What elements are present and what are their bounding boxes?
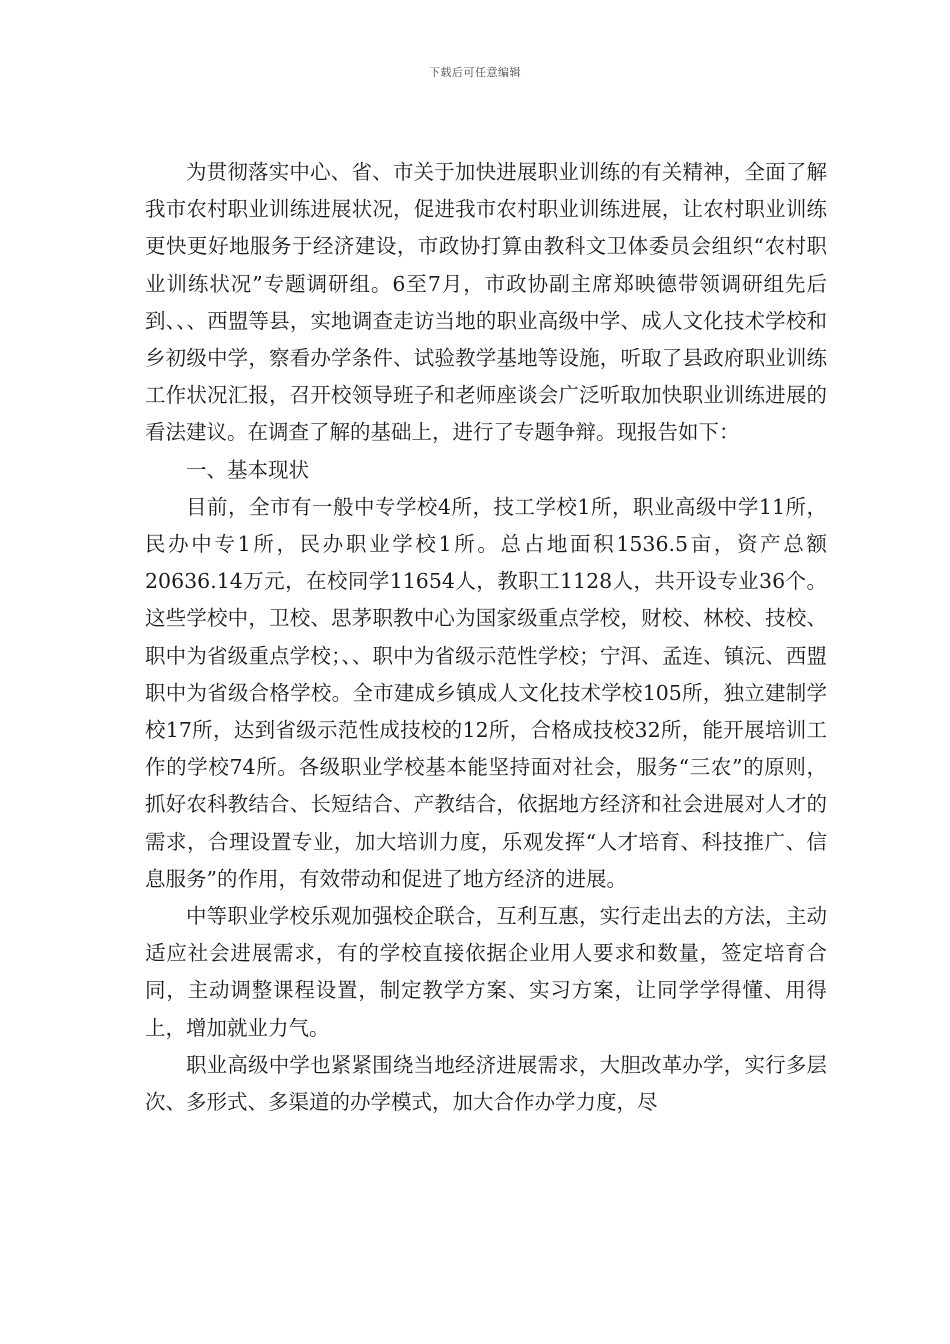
paragraph-school-enterprise: 中等职业学校乐观加强校企联合，互利互惠，实行走出去的方法，主动适应社会进展需求，有的学校直接依据企业用人要求和数量，签定培育合同，主动调整课程设置，制定教学方案、实习方案，让同学学得懂、用得上，增加就业力气。 [145,904,827,1040]
document-body [145,154,827,1121]
section-heading-basic-status: 一、基本现状 [186,457,309,482]
header-note: 下载后可任意编辑 [429,66,521,79]
paragraph-current-situation: 目前，全市有一般中专学校4所，技工学校1所，职业高级中学11所，民办中专1所，民办职业学校1所。总占地面积1536.5亩，资产总额20636.14万元，在校同学11654人，教职工1128人，共开设专业36个。这些学校中，卫校、思茅职教中心为国家级重点学校，财校、林校、技校、职中为省级重点学校；、、职中为省级示范性学校；宁洱、孟连、镇沅、西盟职中为省级合格学校。全市建成乡镇成人文化技术学校105所，独立建制学校17所，达到省级示范性成技校的12所，合格成技校32所，能开展培训工作的学校74所。各级职业学校基本能坚持面对社会，服务“三农”的原则，抓好农科教结合、长短结合、产教结合，依据地方经济和社会进展对人才的需求，合理设置专业，加大培训力度，乐观发挥“人才培育、科技推广、信息服务”的作用，有效带动和促进了地方经济的进展。 [145,494,827,891]
paragraph-intro: 为贯彻落实中心、省、市关于加快进展职业训练的有关精神，全面了解我市农村职业训练进展状况，促进我市农村职业训练进展，让农村职业训练更快更好地服务于经济建设，市政协打算由教科文卫体委员会组织“农村职业训练状况”专题调研组。6至7月，市政协副主席郑映德带领调研组先后到、、、西盟等县，实地调查走访当地的职业高级中学、成人文化技术学校和乡初级中学，察看办学条件、试验教学基地等设施，听取了县政府职业训练工作状况汇报，召开校领导班子和老师座谈会广泛听取加快职业训练进展的看法建议。在调查了解的基础上，进行了专题争辩。现报告如下： [145,160,827,445]
paragraph-vocational-high-school: 职业高级中学也紧紧围绕当地经济进展需求，大胆改革办学，实行多层次、多形式、多渠道的办学模式，加大合作办学力度，尽 [145,1052,827,1115]
